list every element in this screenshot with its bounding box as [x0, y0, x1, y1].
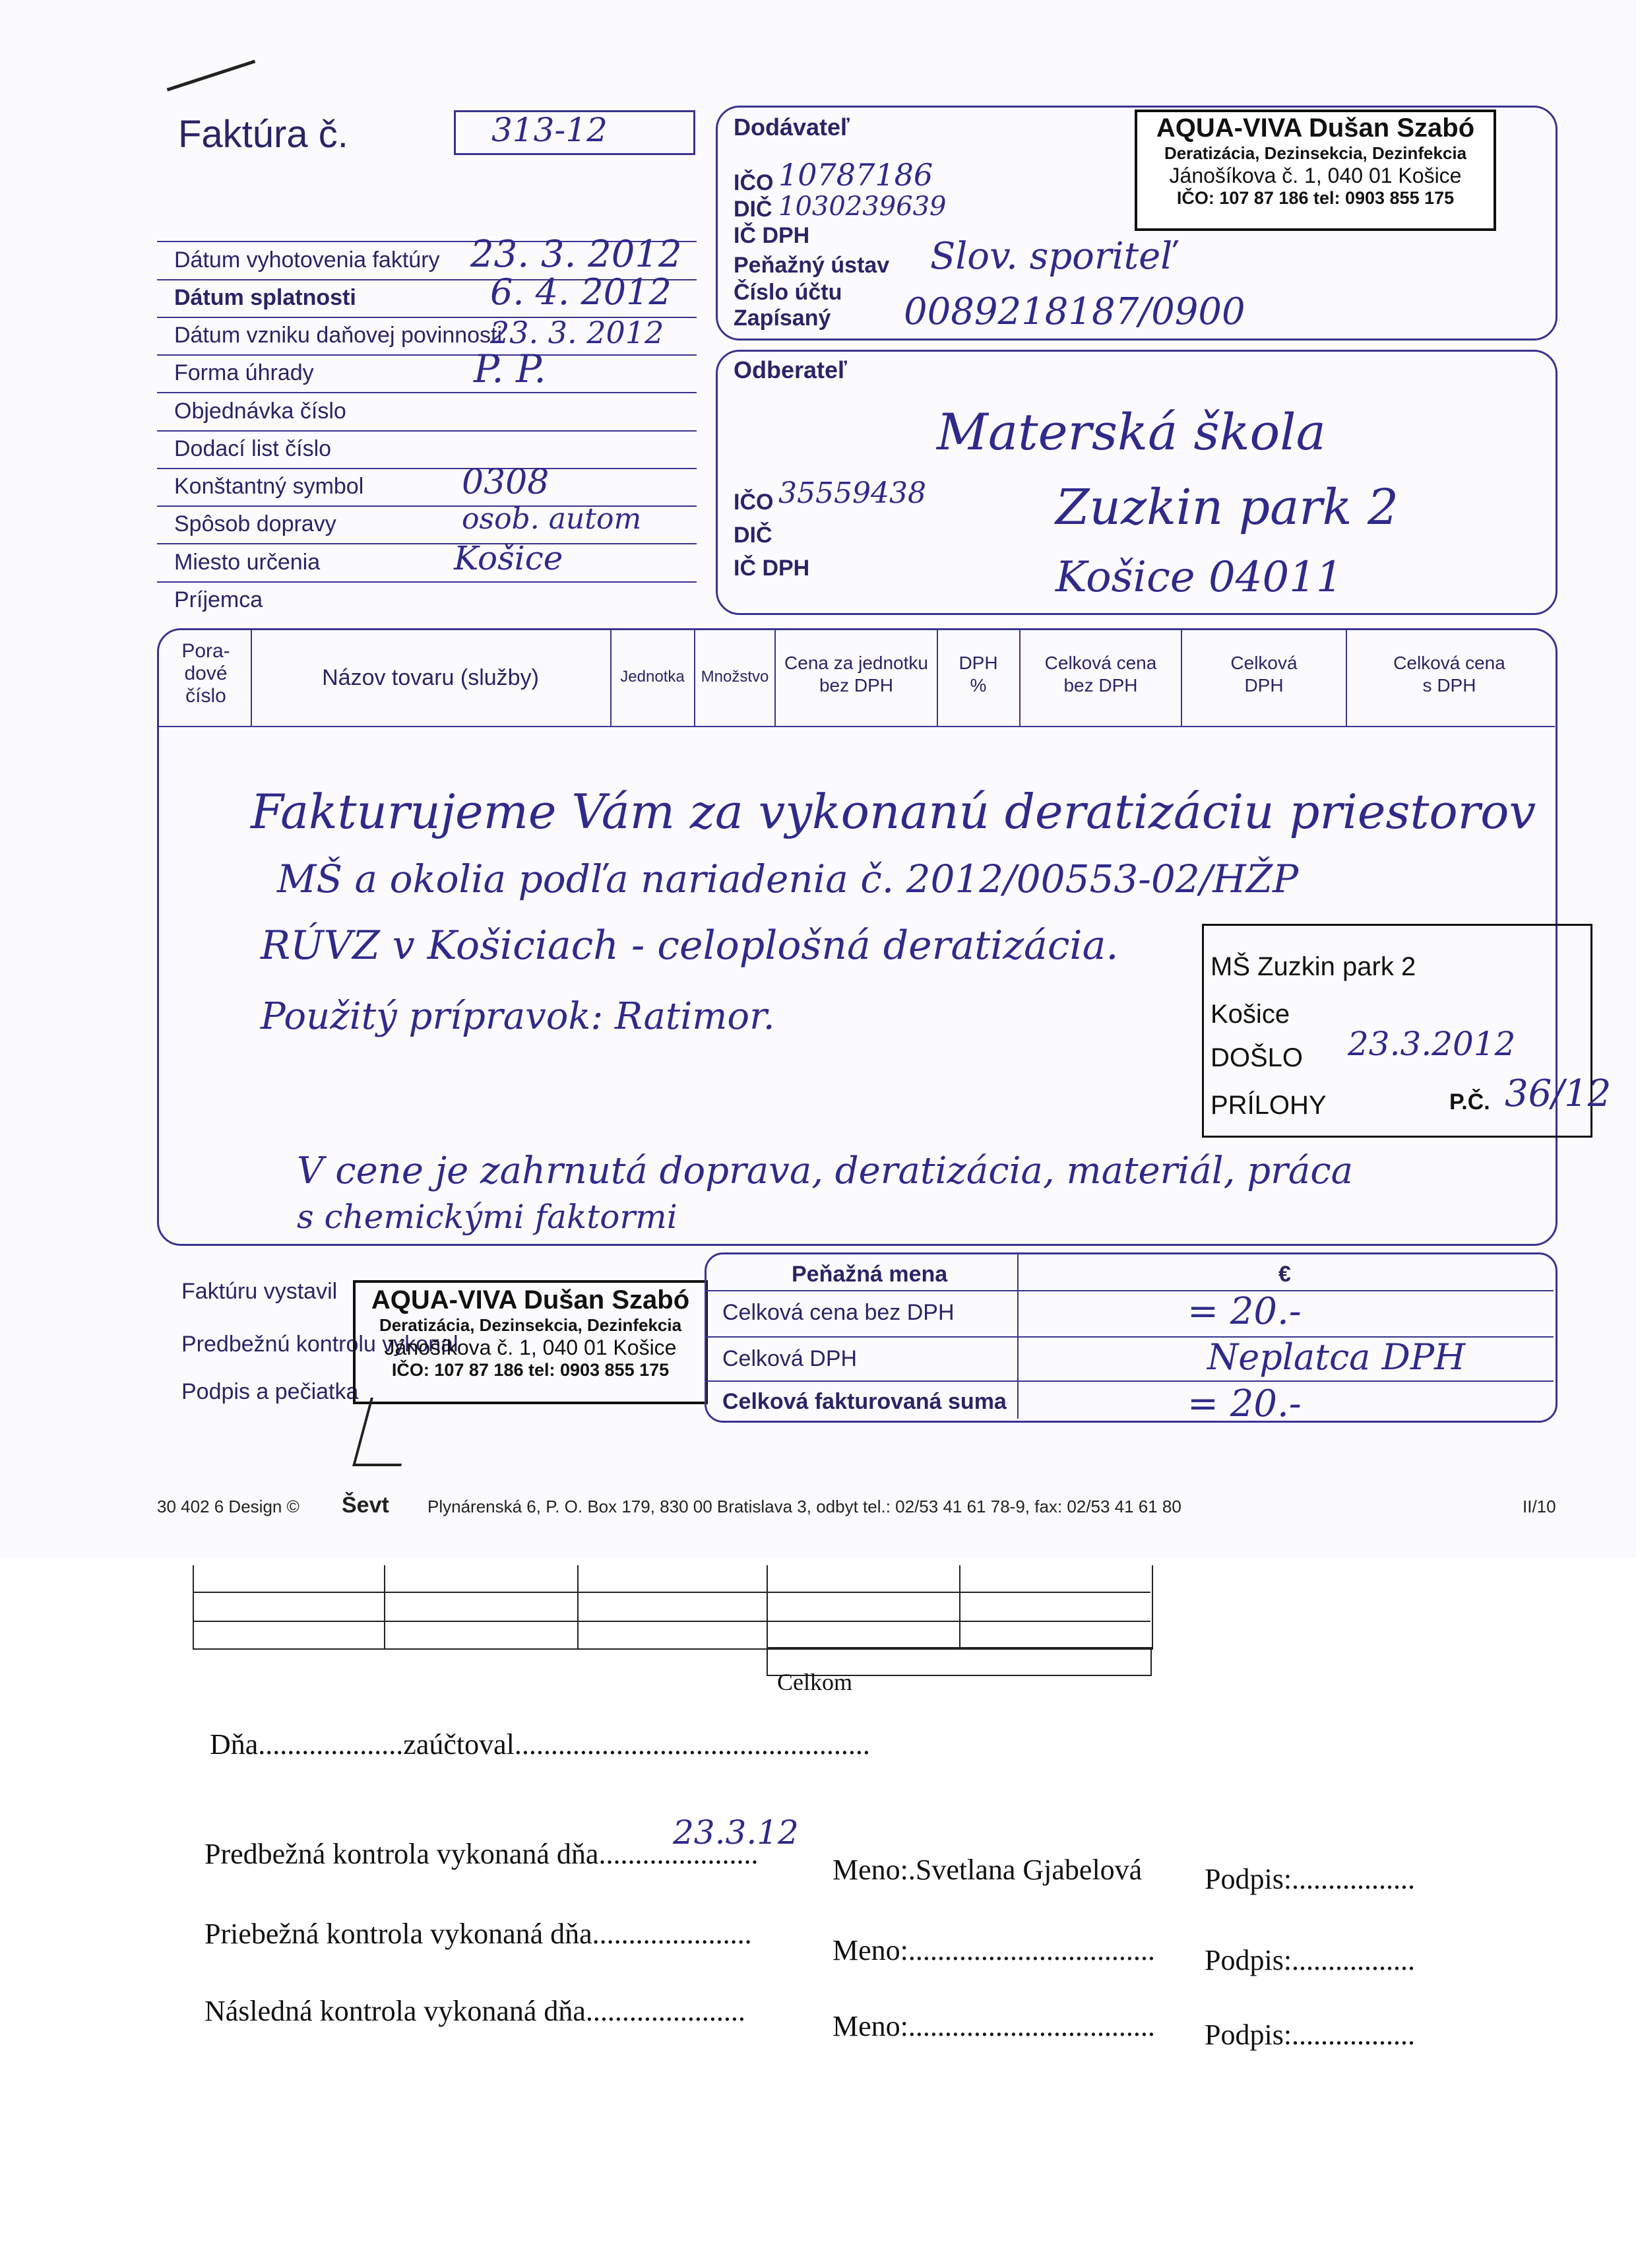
customer-dic-label: DIČ: [734, 523, 772, 548]
invoice-number: 313-12: [491, 111, 608, 149]
total-vat-label: Celková DPH: [722, 1346, 858, 1371]
continuous-check-name: Meno:..................................: [833, 1934, 1155, 1966]
receipt-stamp-received-label: DOŠLO: [1211, 1043, 1304, 1072]
supplier-stamp-ids: IČO: 107 87 186 tel: 0903 855 175: [1176, 188, 1455, 208]
supplier-ico-label: IČO: [734, 170, 774, 195]
payment-form-value: P. P.: [474, 346, 546, 391]
col-vat-rate: DPH %: [959, 653, 998, 696]
date-created-label: Dátum vyhotovenia faktúry: [174, 247, 440, 273]
col-total-without-vat: Celková cena bez DPH: [1044, 653, 1157, 696]
date-created-value: 23. 3. 2012: [470, 233, 682, 276]
customer-ico-label: IČO: [734, 490, 774, 515]
invoice-title: Faktúra č.: [178, 113, 348, 156]
col-unit: Jednotka: [620, 668, 685, 686]
customer-name: Materská škola: [937, 403, 1326, 461]
supplier-ico-value: 10787186: [778, 157, 933, 193]
continuous-check-label: Priebežná kontrola vykonaná dňa......................: [204, 1918, 752, 1950]
control-total-label: Celkom: [777, 1669, 852, 1695]
destination-label: Miesto určenia: [174, 550, 321, 575]
post-check-sign: Podpis:.................: [1205, 2019, 1416, 2051]
payment-form-label: Forma úhrady: [174, 360, 314, 385]
issuer-stamp-activity: Deratizácia, Dezinsekcia, Dezinfekcia: [379, 1315, 682, 1335]
col-order-number: Pora- dové číslo: [181, 640, 230, 707]
total-vat-value: Neplatca DPH: [1207, 1336, 1466, 1378]
due-date-label: Dátum splatnosti: [174, 285, 356, 310]
supplier-bank-label: Peňažný ústav: [734, 253, 890, 278]
col-unit-price: Cena za jednotku bez DPH: [784, 653, 928, 696]
issuer-stamp-company: AQUA-VIVA Dušan Szabó: [371, 1285, 690, 1314]
issuer-stamp-address: Jánošíkova č. 1, 040 01 Košice: [384, 1336, 677, 1359]
supplier-account-value: 0089218187/0900: [904, 290, 1245, 333]
col-item-name: Názov tovaru (služby): [322, 665, 539, 690]
supplier-stamp-address: Jánošíkova č. 1, 040 01 Košice: [1169, 164, 1462, 187]
footer-code: II/10: [1523, 1497, 1556, 1516]
supplier-icdph-label: IČ DPH: [734, 223, 810, 248]
constant-symbol-label: Konštantný symbol: [174, 474, 364, 499]
currency-value: €: [1278, 1262, 1291, 1287]
receipt-stamp-attachments-label: PRÍLOHY: [1211, 1091, 1327, 1120]
customer-street: Zuzkin park 2: [1055, 479, 1399, 536]
precheck-name: Meno:.Svetlana Gjabelová: [833, 1854, 1143, 1886]
delivery-note-label: Dodací list číslo: [174, 436, 332, 461]
supplier-stamp-activity: Deratizácia, Dezinsekcia, Dezinfekcia: [1164, 143, 1467, 163]
post-check-name: Meno:..................................: [833, 2010, 1155, 2042]
customer-heading: Odberateľ: [734, 356, 847, 383]
post-check-label: Následná kontrola vykonaná dňa......................: [204, 1995, 745, 2027]
supplier-bank-value: Slov. sporiteľ: [930, 235, 1176, 278]
item-line-2: MŠ a okolia podľa nariadenia č. 2012/00553-02/HŽP: [277, 857, 1299, 901]
customer-icdph-label: IČ DPH: [734, 556, 810, 581]
continuous-check-sign: Podpis:.................: [1205, 1944, 1416, 1976]
order-number-label: Objednávka číslo: [174, 399, 346, 424]
supplier-account-label: Číslo účtu: [734, 280, 842, 305]
customer-ico-value: 35559438: [778, 476, 926, 510]
signature-label: Podpis a pečiatka: [181, 1379, 359, 1404]
total-invoiced-value: = 20.-: [1187, 1382, 1302, 1425]
receipt-stamp-school: MŠ Zuzkin park 2: [1211, 952, 1416, 981]
constant-symbol-value: 0308: [462, 463, 550, 502]
issuer-stamp-ids: IČO: 107 87 186 tel: 0903 855 175: [391, 1360, 670, 1380]
precheck-date: 23.3.12: [673, 1813, 799, 1852]
item-line-3: RÚVZ v Košiciach - celoplošná deratizácia.: [261, 923, 1119, 969]
posting-line: Dňa....................zaúčtoval.................................................: [210, 1728, 870, 1761]
footer-left: 30 402 6 Design ©: [157, 1497, 299, 1516]
due-date-value: 6. 4. 2012: [490, 271, 672, 313]
precheck-line-label: Predbežná kontrola vykonaná dňa......................: [204, 1838, 759, 1870]
supplier-stamp: [1135, 110, 1496, 231]
col-total-vat: Celková DPH: [1230, 653, 1298, 696]
tax-date-label: Dátum vzniku daňovej povinnosti: [174, 323, 503, 348]
receipt-stamp-pc-label: P.Č.: [1449, 1089, 1490, 1115]
item-line-1: Fakturujeme Vám za vykonanú deratizáciu priestorov: [251, 784, 1536, 839]
supplier-registered-label: Zapísaný: [734, 306, 831, 331]
receipt-stamp-city: Košice: [1211, 1000, 1290, 1029]
destination-value: Košice: [454, 539, 563, 577]
col-total-with-vat: Celková cena s DPH: [1393, 653, 1505, 696]
receipt-stamp-date: 23.3.2012: [1348, 1025, 1516, 1063]
customer-city: Košice 04011: [1055, 553, 1343, 602]
item-line-6: s chemickými faktormi: [297, 1198, 677, 1236]
total-invoiced-label: Celková fakturovaná suma: [722, 1389, 1007, 1414]
item-line-4: Použitý prípravok: Ratimor.: [261, 995, 775, 1038]
supplier-heading: Dodávateľ: [734, 113, 850, 141]
total-without-vat-label: Celková cena bez DPH: [722, 1300, 955, 1325]
supplier-dic-label: DIČ: [734, 197, 772, 222]
supplier-dic-value: 1030239639: [778, 191, 947, 222]
footer-address: Plynárenská 6, P. O. Box 179, 830 00 Bratislava 3, odbyt tel.: 02/53 41 61 78-9, fax: 02/53 41 61 80: [427, 1497, 1181, 1516]
footer-brand: Ševt: [342, 1493, 389, 1518]
receipt-stamp-pc-value: 36/12: [1505, 1072, 1612, 1115]
supplier-stamp-company: AQUA-VIVA Dušan Szabó: [1156, 113, 1475, 143]
receipt-stamp: [1202, 924, 1612, 1138]
col-quantity: Množstvo: [701, 668, 769, 686]
issued-by-label: Faktúru vystavil: [181, 1279, 338, 1304]
issuer-stamp: [353, 1280, 708, 1404]
transport-label: Spôsob dopravy: [174, 511, 336, 536]
recipient-label: Príjemca: [174, 587, 263, 612]
transport-value: osob. autom: [462, 502, 642, 536]
item-line-5: V cene je zahrnutá doprava, deratizácia, materiál, práca: [297, 1150, 1353, 1192]
item-table-header-line: [158, 726, 1555, 727]
precheck-label: Predbežnú kontrolu vykonal: [181, 1332, 458, 1357]
tax-date-value: 23. 3. 2012: [490, 315, 664, 350]
precheck-sign: Podpis:.................: [1205, 1863, 1416, 1895]
total-without-vat-value: = 20.-: [1187, 1290, 1302, 1333]
control-table: [193, 1565, 1150, 1648]
currency-label: Peňažná mena: [792, 1262, 948, 1287]
